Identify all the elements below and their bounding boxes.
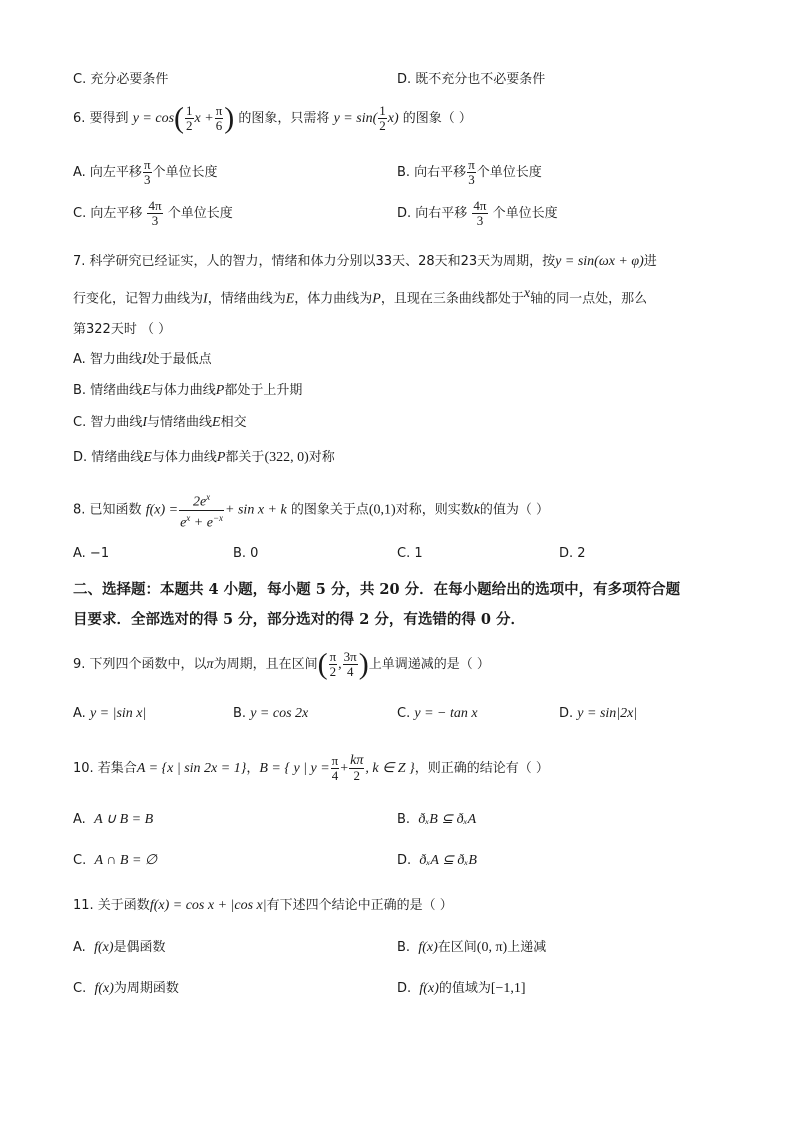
math-expr: (322, 0) <box>264 450 309 465</box>
q11-option-d <box>397 977 526 997</box>
q7-option-b <box>73 379 302 399</box>
option-text: 与情绪曲线 <box>147 415 213 430</box>
fraction <box>185 104 194 133</box>
option-text: 为周期函数 <box>113 981 179 996</box>
math-var: k <box>473 502 480 518</box>
frac-den: 3 <box>468 172 475 187</box>
frac-num: 1 <box>186 103 193 118</box>
option-label: B. <box>397 940 411 955</box>
frac-den: 3 <box>476 213 484 228</box>
stem-text: 上单调递减的是（ ） <box>368 657 490 672</box>
q6-option-c <box>73 199 233 228</box>
frac-den: 4 <box>346 664 354 679</box>
option-label: A. 向左平移 <box>73 165 142 180</box>
option-text: 与体力曲线 <box>151 450 217 465</box>
q8-option-d: D. 2 <box>559 546 586 561</box>
math-expr: A = {x | sin 2x = 1} <box>136 761 247 776</box>
math-expr: ðₓA ⊆ ðₓB <box>419 853 477 868</box>
q8-option-b: B. 0 <box>233 546 259 561</box>
fraction <box>343 650 358 679</box>
option-text: 都处于上升期 <box>224 383 303 398</box>
frac-den: 2 <box>353 768 361 783</box>
math-expr: , k ∈ Z } <box>365 761 415 776</box>
stem-text: 的图象关于点 <box>290 502 369 518</box>
option-text: A. 智力曲线 <box>73 352 142 367</box>
math-sup: x <box>206 492 211 502</box>
frac-den: 2 <box>186 118 193 133</box>
math-expr: f(x) <box>94 981 114 996</box>
q7-option-c <box>73 411 247 431</box>
option-text: 是偶函数 <box>113 940 166 955</box>
option-label: C. 向左平移 <box>73 206 143 221</box>
option-label: B. <box>397 812 411 827</box>
q9-option-b <box>233 706 308 722</box>
option-text: 对称 <box>308 450 335 465</box>
stem-text: ，且现在三条曲线都处于 <box>380 291 524 307</box>
stem-text: ，情绪曲线为 <box>207 291 286 307</box>
option-label: D. <box>559 706 574 721</box>
math-var: E <box>285 291 295 307</box>
option-text: 在区间 <box>437 940 477 955</box>
math-var: x <box>523 286 531 301</box>
math-expr: f(x) <box>419 981 439 996</box>
option-label: B. <box>233 706 247 721</box>
fraction <box>329 650 338 679</box>
stem-text: 要得到 <box>89 111 129 126</box>
frac-den: 2 <box>379 118 386 133</box>
math-expr: y = sin( <box>333 111 378 126</box>
math-var: I <box>203 291 208 307</box>
q7-option-a <box>73 348 212 368</box>
math-var: E <box>143 450 152 465</box>
stem-text: 11. 关于函数 <box>73 898 150 913</box>
math-var: E <box>212 415 221 430</box>
math-expr: y = − tan x <box>414 706 478 721</box>
frac-den <box>179 511 224 531</box>
math-expr: + <box>340 761 349 776</box>
option-label: C. <box>73 981 87 996</box>
q10-option-b <box>397 811 476 828</box>
q9-stem <box>73 647 490 681</box>
q7-stem-line1 <box>73 250 657 270</box>
option-text: 相交 <box>220 415 247 430</box>
q5-option-c: C. 充分必要条件 <box>73 72 169 87</box>
option-text: 上递减 <box>507 940 547 955</box>
q7-stem-line2 <box>73 286 647 307</box>
stem-text: 的图象（ ） <box>402 111 472 126</box>
option-text: 个单位长度 <box>492 206 558 221</box>
option-text: 个单位长度 <box>152 165 218 180</box>
q10-option-c <box>73 852 157 869</box>
frac-num: kπ <box>350 753 364 768</box>
math-expr: y = sin|2x| <box>577 706 638 721</box>
frac-num: π <box>143 157 151 172</box>
math-expr: B = { y | y = <box>259 761 330 776</box>
option-text: 的值域为 <box>438 981 491 996</box>
stem-text: ，则正确的结论有（ ） <box>414 761 549 776</box>
option-label: D. <box>397 981 412 996</box>
math-var: P <box>216 450 226 465</box>
option-label: C. <box>397 706 411 721</box>
q7-stem-line3: 第322天时 （ ） <box>73 322 172 337</box>
math-expr: y = cos <box>132 111 175 126</box>
q9-option-a <box>73 706 146 722</box>
math-var: P <box>372 291 381 307</box>
math-var: π <box>206 657 214 672</box>
fraction <box>349 754 364 783</box>
paren-close: ) <box>358 647 369 681</box>
math-var: I <box>141 352 147 367</box>
math-var: E <box>142 383 151 398</box>
fraction <box>472 199 487 228</box>
q9-option-d <box>559 706 637 722</box>
fraction <box>331 754 340 783</box>
option-text: D. 情绪曲线 <box>73 450 144 465</box>
frac-den: 6 <box>215 118 223 133</box>
option-label: D. 向右平移 <box>397 206 468 221</box>
math-expr: e <box>180 515 187 531</box>
paren-open: ( <box>317 647 328 681</box>
q6-option-d <box>397 199 558 228</box>
option-label: A. <box>73 812 86 827</box>
q8-stem <box>73 490 549 530</box>
option-text: B. 情绪曲线 <box>73 383 143 398</box>
option-label: A. <box>73 940 86 955</box>
math-expr: ðₓB ⊆ ðₓA <box>418 812 477 827</box>
q10-option-a <box>73 811 153 828</box>
math-sup: x <box>186 512 191 523</box>
option-label: B. 向右平移 <box>397 165 467 180</box>
stem-text: 9. 下列四个函数中，以 <box>73 657 207 672</box>
stem-text: 行变化，记智力曲线为 <box>73 291 204 307</box>
frac-den: 2 <box>329 664 337 679</box>
option-text: 都关于 <box>225 450 265 465</box>
math-expr: y = sin(ωx + φ) <box>555 254 644 269</box>
q7-option-d <box>73 446 335 466</box>
q6-option-b <box>397 158 542 187</box>
frac-den: 3 <box>151 213 159 228</box>
frac-num <box>179 490 224 511</box>
math-expr: f(x) = <box>145 502 179 518</box>
math-expr: f(x) = cos x + |cos x| <box>149 898 267 913</box>
stem-text: 进 <box>643 254 657 269</box>
option-label: A. <box>73 706 86 721</box>
math-expr: (0, π) <box>476 940 508 955</box>
frac-den: 3 <box>143 172 151 187</box>
math-var: I <box>142 415 148 430</box>
math-expr: f(x) <box>94 940 114 955</box>
fraction <box>143 158 152 187</box>
fraction <box>179 490 224 530</box>
option-text: 个单位长度 <box>167 206 233 221</box>
math-expr: (0,1) <box>368 502 396 518</box>
math-expr: A ∩ B = ∅ <box>94 853 158 868</box>
q11-option-a <box>73 936 166 956</box>
stem-text: 轴的同一点处，那么 <box>530 291 648 307</box>
math-var: P <box>215 383 225 398</box>
q10-option-d <box>397 852 477 869</box>
frac-den: 4 <box>331 768 339 783</box>
fraction <box>215 104 224 133</box>
math-expr: , <box>338 657 342 672</box>
paren-close: ) <box>224 101 235 135</box>
frac-num: 3π <box>343 649 357 664</box>
math-expr: y = cos 2x <box>250 706 309 721</box>
option-text: C. 智力曲线 <box>73 415 143 430</box>
option-text: 与体力曲线 <box>150 383 216 398</box>
q6-option-a <box>73 158 218 187</box>
stem-text: ，体力曲线为 <box>294 291 373 307</box>
q8-option-a: A. −1 <box>73 546 110 561</box>
frac-num: π <box>215 103 223 118</box>
stem-text: 10. 若集合 <box>73 761 137 776</box>
math-expr: [−1,1] <box>490 981 526 996</box>
math-expr: y = |sin x| <box>89 706 147 721</box>
option-text: 个单位长度 <box>476 165 542 180</box>
q10-stem <box>73 754 549 783</box>
option-label: D. <box>397 853 412 868</box>
math-expr: 2e <box>192 494 207 510</box>
math-expr: x + <box>194 111 214 126</box>
frac-num: π <box>331 753 339 768</box>
fraction <box>147 199 162 228</box>
q8-option-c: C. 1 <box>397 546 423 561</box>
stem-text: 的值为（ ） <box>479 502 550 518</box>
math-sup: −x <box>212 512 224 523</box>
frac-num: π <box>329 649 337 664</box>
math-expr: + e <box>190 515 213 531</box>
math-expr: A ∪ B = B <box>94 812 154 827</box>
stem-text: 为周期，且在区间 <box>213 657 318 672</box>
section-heading-line2: 目要求．全部选对的得 5 分，部分选对的得 2 分，有选错的得 0 分． <box>73 611 526 628</box>
math-expr: + sin x + k <box>225 502 287 518</box>
option-text: 处于最低点 <box>146 352 212 367</box>
paren-open: ( <box>174 101 185 135</box>
math-expr: x) <box>387 111 399 126</box>
fraction <box>378 104 387 133</box>
stem-text: 7. 科学研究已经证实，人的智力，情绪和体力分别以33天、28天和23天为周期，按 <box>73 254 556 269</box>
frac-num: 4π <box>473 198 487 213</box>
q5-option-d: D. 既不充分也不必要条件 <box>397 72 546 87</box>
stem-text: ， <box>246 761 260 776</box>
frac-num: 1 <box>379 103 386 118</box>
question-number: 6. <box>73 111 86 126</box>
q11-stem <box>73 894 453 914</box>
q6-stem <box>73 101 472 135</box>
q9-option-c <box>397 706 478 722</box>
fraction <box>467 158 476 187</box>
stem-text: 对称，则实数 <box>395 502 474 518</box>
section-heading-line1: 二、选择题：本题共 4 小题，每小题 5 分，共 20 分．在每小题给出的选项中，有多项符合题 <box>73 581 681 598</box>
math-expr: f(x) <box>418 940 438 955</box>
frac-num: π <box>468 157 475 172</box>
option-label: C. <box>73 853 87 868</box>
stem-text: 8. 已知函数 <box>73 502 142 518</box>
q11-option-b <box>397 936 546 956</box>
stem-text: 的图象，只需将 <box>238 111 330 126</box>
stem-text: 有下述四个结论中正确的是（ ） <box>266 898 453 913</box>
q11-option-c <box>73 977 179 997</box>
frac-num: 4π <box>148 198 162 213</box>
